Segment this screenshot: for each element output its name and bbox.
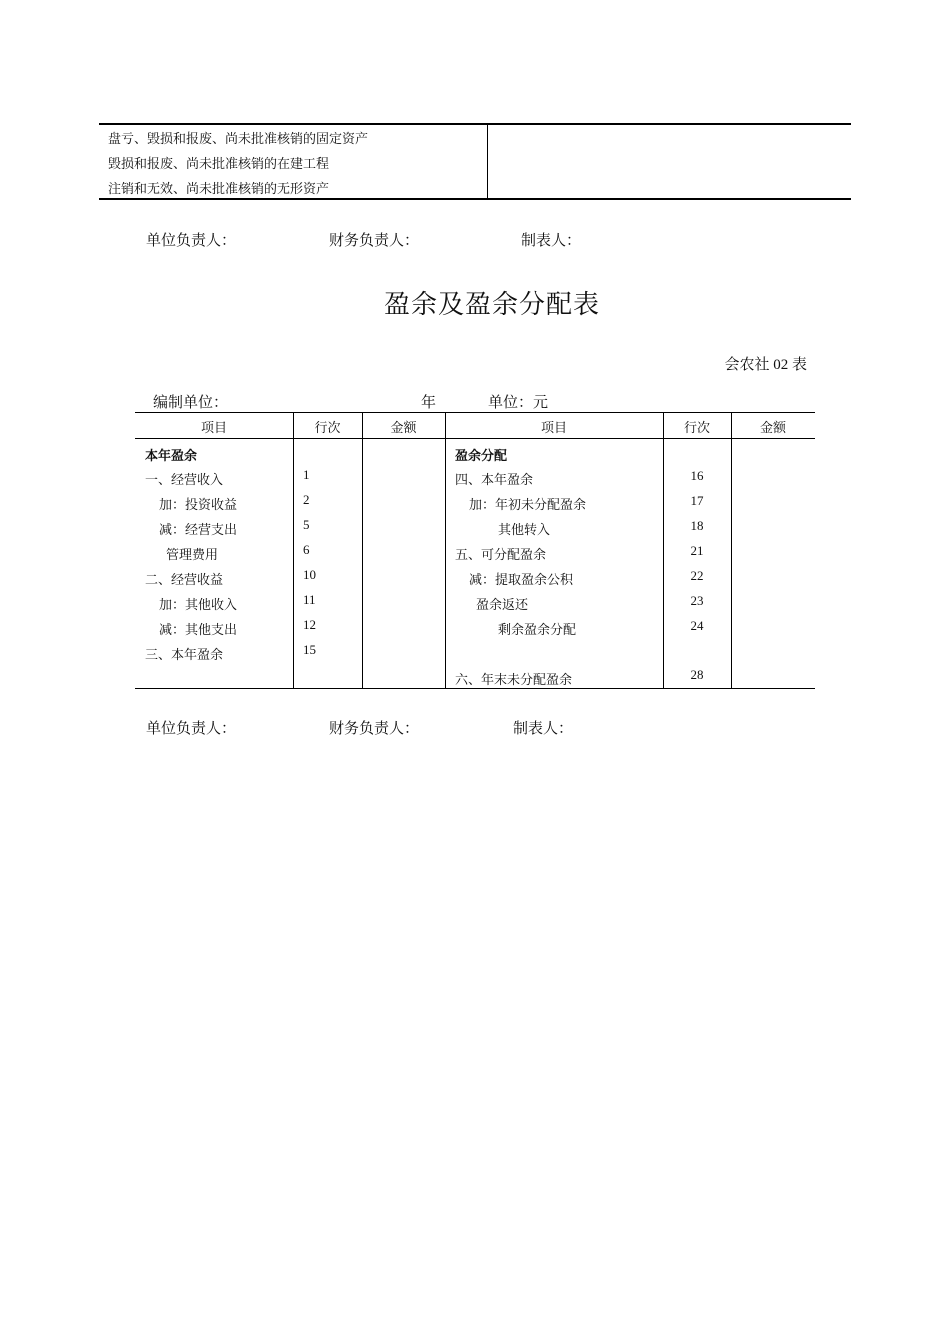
- table-rule: [135, 438, 815, 439]
- row-number: 28: [690, 667, 704, 682]
- table-row: 盘亏、毁损和报废、尚未批准核销的固定资产: [108, 131, 369, 146]
- unit-head-label: 单位负责人：: [146, 233, 237, 249]
- table-row: 注销和无效、尚未批准核销的无形资产: [108, 181, 330, 196]
- surplus-distribution-table: [135, 412, 815, 689]
- finance-head-label: 财务负责人：: [329, 233, 420, 249]
- form-code: 会农社 02 表: [724, 357, 807, 373]
- line-item: 减：经营支出: [159, 522, 238, 537]
- row-number: 24: [690, 618, 704, 633]
- row-number: 16: [690, 468, 704, 483]
- row-number: 12: [303, 617, 316, 632]
- line-item: 其他转入: [498, 522, 551, 537]
- column-divider: [731, 412, 732, 689]
- unit-head-label: 单位负责人：: [146, 721, 237, 737]
- row-number: 1: [303, 467, 310, 482]
- row-number: 5: [303, 517, 310, 532]
- header-row-no-left: 行次: [314, 420, 341, 435]
- column-divider: [445, 412, 446, 689]
- unit-label: 单位：元: [488, 395, 549, 411]
- line-item: 减：其他支出: [159, 622, 238, 637]
- row-number: 18: [690, 518, 704, 533]
- column-divider: [293, 412, 294, 689]
- page-title: 盈余及盈余分配表: [383, 290, 600, 320]
- row-number: 23: [690, 593, 704, 608]
- row-number: 2: [303, 492, 310, 507]
- line-item: 四、本年盈余: [455, 472, 534, 487]
- section-heading: 本年盈余: [145, 448, 198, 463]
- line-item: 加：投资收益: [159, 497, 238, 512]
- line-item: 管理费用: [166, 547, 219, 562]
- line-item: 加：年初未分配盈余: [469, 497, 587, 512]
- column-divider: [487, 125, 488, 198]
- row-number: 11: [303, 592, 316, 607]
- line-item: 剩余盈余分配: [498, 622, 577, 637]
- finance-head-label: 财务负责人：: [329, 721, 420, 737]
- table-row: 毁损和报废、尚未批准核销的在建工程: [108, 156, 330, 171]
- header-row-no-right: 行次: [683, 420, 710, 435]
- row-number: 10: [303, 567, 316, 582]
- line-item: 减：提取盈余公积: [469, 572, 574, 587]
- line-item: 二、经营收益: [145, 572, 224, 587]
- compiler-label: 编制单位：: [153, 395, 229, 411]
- header-item-left: 项目: [200, 420, 227, 435]
- row-number: 21: [690, 543, 704, 558]
- line-item: 三、本年盈余: [145, 647, 224, 662]
- table-rule: [135, 688, 815, 689]
- row-number: 6: [303, 542, 310, 557]
- line-item: 加：其他收入: [159, 597, 238, 612]
- previous-table-tail: [99, 123, 851, 200]
- preparer-label: 制表人：: [513, 721, 574, 737]
- column-divider: [362, 412, 363, 689]
- line-item: 五、可分配盈余: [455, 547, 547, 562]
- line-item: 六、年末未分配盈余: [455, 672, 573, 687]
- row-number: 17: [690, 493, 704, 508]
- preparer-label: 制表人：: [521, 233, 582, 249]
- header-amount-right: 金额: [759, 420, 786, 435]
- header-amount-left: 金额: [390, 420, 417, 435]
- row-number: 15: [303, 642, 316, 657]
- section-heading: 盈余分配: [455, 448, 508, 463]
- line-item: 盈余返还: [476, 597, 529, 612]
- table-rule: [135, 412, 815, 413]
- year-label: 年: [421, 395, 437, 411]
- row-number: 22: [690, 568, 704, 583]
- line-item: 一、经营收入: [145, 472, 224, 487]
- header-item-right: 项目: [540, 420, 567, 435]
